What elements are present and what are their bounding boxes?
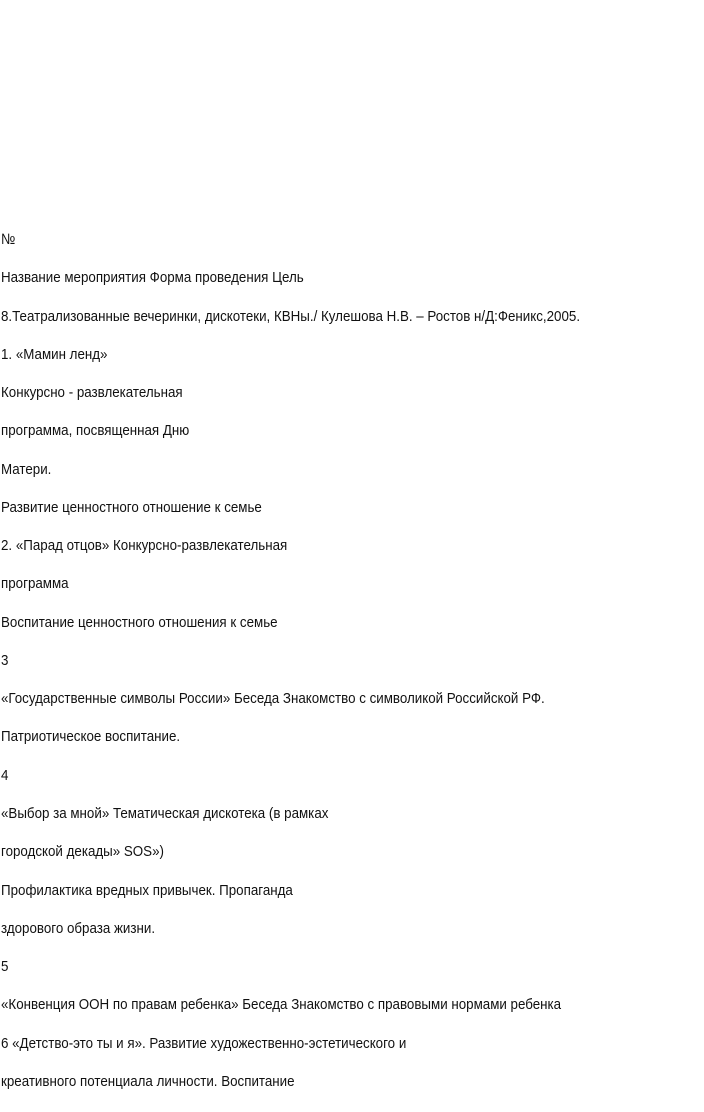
- reference-line: 8.Театрализованные вечеринки, дискотеки, КВНы./ Кулешова Н.В. – Ростов н/Д:Феникс,2005.: [1, 307, 581, 325]
- event-4-goal: Профилактика вредных привычек. Пропаганда: [1, 881, 293, 899]
- event-5-number: 5: [1, 958, 9, 976]
- document-body: [1, 221, 704, 1101]
- event-4-title-cont: городской декады» SOS»): [1, 843, 164, 861]
- event-1-title: 1. «Мамин ленд»: [1, 345, 108, 363]
- event-3-title: «Государственные символы России» Беседа Знакомство с символикой Российской РФ.: [1, 690, 545, 708]
- event-1-form-cont: программа, посвященная Дню: [1, 422, 190, 440]
- event-4-number: 4: [1, 766, 9, 784]
- event-5-title: «Конвенция ООН по правам ребенка» Беседа Знакомство с правовыми нормами ребенка: [1, 996, 562, 1014]
- event-1-goal: Развитие ценностного отношение к семье: [1, 498, 262, 516]
- event-4-title: «Выбор за мной» Тематическая дискотека (в рамках: [1, 804, 329, 822]
- event-3-goal: Патриотическое воспитание.: [1, 728, 181, 746]
- event-1-form-cont: Матери.: [1, 460, 52, 478]
- event-6-title: 6 «Детство-это ты и я». Развитие художественно-эстетического и: [1, 1034, 407, 1052]
- event-6-goal: креативного потенциала личности. Воспитание: [1, 1072, 295, 1090]
- event-3-number: 3: [1, 651, 9, 669]
- event-2-goal: Воспитание ценностного отношения к семье: [1, 613, 278, 631]
- table-column-headers: Название мероприятия Форма проведения Цель: [1, 269, 304, 287]
- event-1-form: Конкурсно - развлекательная: [1, 384, 183, 402]
- event-4-goal-cont: здорового образа жизни.: [1, 919, 156, 937]
- table-number-header: №: [1, 231, 16, 248]
- event-2-title: 2. «Парад отцов» Конкурсно-развлекательная: [1, 537, 288, 555]
- event-2-form-cont: программа: [1, 575, 69, 593]
